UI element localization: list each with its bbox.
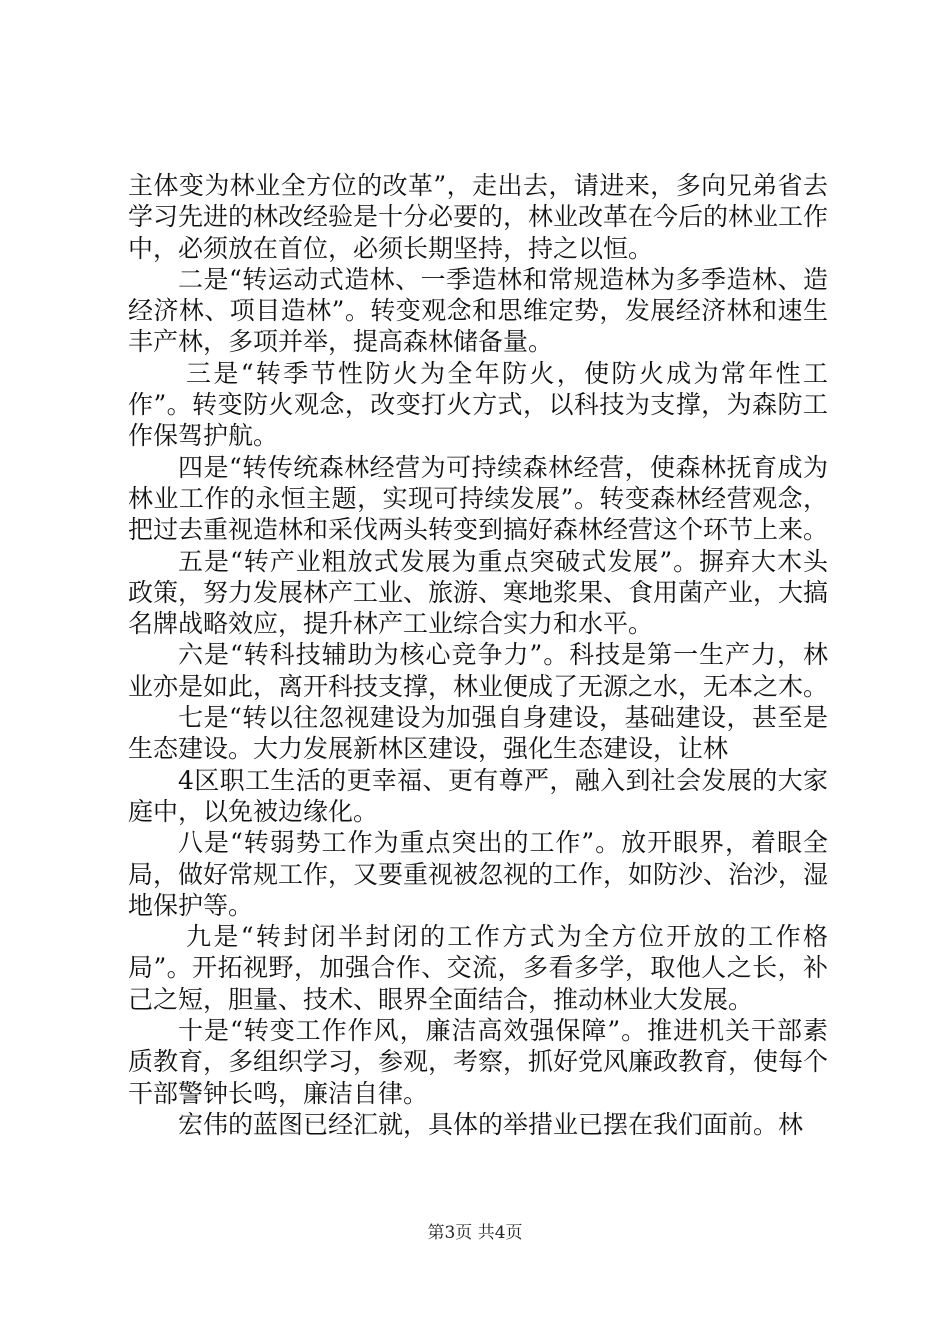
page-footer: 第3页 共4页: [427, 1223, 523, 1243]
document-body: [128, 170, 828, 1140]
paragraph-point-8: 八是“转弱势工作为重点突出的工作”。放开眼界，着眼全局，做好常规工作，又要重视被忽视的工作，如防沙、治沙，湿地保护等。: [128, 828, 829, 920]
paragraph-point-6: 六是“转科技辅助为核心竞争力”。科技是第一生产力，林业亦是如此，离开科技支撑，林业便成了无源之水，无本之木。: [128, 640, 829, 701]
paragraph-closing: 宏伟的蓝图已经汇就，具体的举措业已摆在我们面前。林: [178, 1109, 804, 1139]
paragraph-point-10: 十是“转变工作作风，廉洁高效强保障”。推进机关干部素质教育，多组织学习，参观，考察，抓好党风廉政教育，使每个干部警钟长鸣，廉洁自律。: [128, 1016, 829, 1108]
paragraph-point-7-continued: 4区职工生活的更幸福、更有尊严，融入到社会发展的大家庭中，以免被边缘化。: [128, 765, 828, 826]
paragraph-point-3: 三是“转季节性防火为全年防火，使防火成为常年性工作”。转变防火观念，改变打火方式，以科技为支撑，为森防工作保驾护航。: [128, 358, 828, 451]
paragraph-point-4: 四是“转传统森林经营为可持续森林经营，使森林抚育成为林业工作的永恒主题，实现可持续发展”。转变森林经营观念，把过去重视造林和采伐两头转变到搞好森林经营这个环节上来。: [128, 452, 829, 545]
paragraph-point-2: 二是“转运动式造林、一季造林和常规造林为多季造林、造经济林、项目造林”。转变观念和思维定势，发展经济林和速生丰产林，多项并举，提高森林储备量。: [128, 264, 828, 357]
paragraph-point-5: 五是“转产业粗放式发展为重点突破式发展”。摒弃大木头政策，努力发展林产工业、旅游、寒地浆果、食用菌产业，大搞名牌战略效应，提升林产工业综合实力和水平。: [128, 546, 829, 639]
paragraph-point-7: 七是“转以往忽视建设为加强自身建设，基础建设，甚至是生态建设。大力发展新林区建设，强化生态建设，让林: [128, 703, 828, 764]
paragraph-continuation: 主体变为林业全方位的改革”，走出去，请进来，多向兄弟省去学习先进的林改经验是十分必要的，林业改革在今后的林业工作中，必须放在首位，必须长期坚持，持之以恒。: [128, 171, 829, 263]
paragraph-point-9: 九是“转封闭半封闭的工作方式为全方位开放的工作格局”。开拓视野，加强合作、交流，多看多学，取他人之长，补己之短，胆量、技术、眼界全面结合，推动林业大发展。: [128, 922, 828, 1014]
